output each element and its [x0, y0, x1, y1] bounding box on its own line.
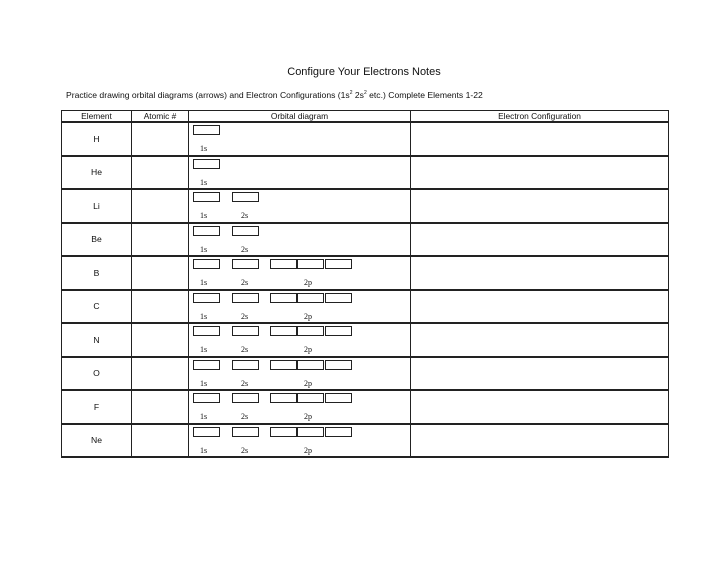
orbital-diagram-cell[interactable] [189, 424, 411, 458]
orbital-box-2p-3[interactable] [325, 259, 352, 269]
atomic-number-cell[interactable] [132, 390, 189, 424]
orbital-box-2p-3[interactable] [325, 427, 352, 437]
table-row [62, 189, 669, 223]
instructions-part3: etc.) Complete Elements 1-22 [366, 90, 483, 100]
orbital-label-2p: 2p [304, 278, 312, 287]
orbital-box-1s[interactable] [193, 192, 220, 202]
orbital-label-1s: 1s [200, 378, 208, 388]
orbital-box-2s[interactable] [232, 326, 259, 336]
orbital-box-2s[interactable] [232, 393, 259, 403]
table-row [62, 256, 669, 290]
superscript-1: 2 [349, 90, 353, 96]
orbital-label-1s: 1s [200, 177, 208, 187]
atomic-number-cell[interactable] [132, 357, 189, 391]
electron-configuration-cell[interactable] [411, 390, 669, 424]
electron-configuration-cell[interactable] [411, 290, 669, 324]
orbital-box-2p-1[interactable] [270, 326, 297, 336]
orbital-box-2p-1[interactable] [270, 259, 297, 269]
orbital-diagram-cell[interactable] [189, 323, 411, 357]
orbital-box-2s[interactable] [232, 259, 259, 269]
orbital-box-1s[interactable] [193, 326, 220, 336]
orbital-label-2s: 2s [241, 278, 249, 287]
table-row [62, 390, 669, 424]
element-symbol: Be [62, 223, 132, 257]
orbital-box-1s[interactable] [193, 226, 220, 236]
element-symbol: Li [62, 189, 132, 223]
orbital-box-2s[interactable] [232, 293, 259, 303]
element-symbol: H [62, 122, 132, 156]
orbital-diagram-cell[interactable] [189, 390, 411, 424]
atomic-number-cell[interactable] [132, 323, 189, 357]
electron-configuration-cell[interactable] [411, 357, 669, 391]
table-row [62, 323, 669, 357]
orbital-diagram-cell[interactable] [189, 290, 411, 324]
electron-configuration-cell[interactable] [411, 223, 669, 257]
orbital-diagram-cell[interactable] [189, 256, 411, 290]
orbital-label-2s: 2s [241, 445, 249, 455]
header-orbital-diagram: Orbital diagram [189, 111, 411, 123]
table-row [62, 424, 669, 458]
orbital-label-1s: 1s [200, 144, 208, 153]
orbital-box-2p-3[interactable] [325, 360, 352, 370]
element-symbol: O [62, 357, 132, 391]
table-row [62, 156, 669, 190]
orbital-box-1s[interactable] [193, 360, 220, 370]
instructions-part1: Practice drawing orbital diagrams (arrows) and Electron Configurations (1s [66, 90, 350, 100]
orbital-box-2p-2[interactable] [297, 360, 324, 370]
orbital-label-2s: 2s [241, 345, 249, 354]
table-row [62, 122, 669, 156]
orbital-box-2p-2[interactable] [297, 427, 324, 437]
element-symbol: F [62, 390, 132, 424]
orbital-box-2s[interactable] [232, 360, 259, 370]
electron-configuration-cell[interactable] [411, 256, 669, 290]
orbital-label-1s: 1s [200, 311, 208, 321]
atomic-number-cell[interactable] [132, 122, 189, 156]
orbital-diagram-cell[interactable] [189, 156, 411, 190]
orbital-diagram-cell[interactable] [189, 223, 411, 257]
orbital-label-1s: 1s [200, 211, 208, 220]
orbital-diagram-cell[interactable] [189, 357, 411, 391]
orbital-label-2p: 2p [304, 412, 312, 421]
atomic-number-cell[interactable] [132, 290, 189, 324]
orbital-box-2p-1[interactable] [270, 360, 297, 370]
electron-configuration-cell[interactable] [411, 424, 669, 458]
header-electron-configuration: Electron Configuration [411, 111, 669, 123]
orbital-label-2p: 2p [304, 345, 312, 354]
orbital-box-2p-3[interactable] [325, 293, 352, 303]
orbital-box-2p-1[interactable] [270, 393, 297, 403]
element-symbol: Ne [62, 424, 132, 458]
page-title: Configure Your Electrons Notes [287, 66, 441, 78]
orbital-box-1s[interactable] [193, 259, 220, 269]
superscript-2: 2 [363, 90, 367, 96]
orbital-box-2p-3[interactable] [325, 393, 352, 403]
orbital-box-2s[interactable] [232, 226, 259, 236]
orbital-diagram-cell[interactable] [189, 189, 411, 223]
orbital-label-1s: 1s [200, 345, 208, 354]
electron-configuration-cell[interactable] [411, 323, 669, 357]
electron-configuration-cell[interactable] [411, 189, 669, 223]
header-atomic-number: Atomic # [132, 111, 189, 123]
instructions [66, 90, 483, 100]
orbital-label-1s: 1s [200, 278, 208, 287]
element-symbol: C [62, 290, 132, 324]
electron-configuration-cell[interactable] [411, 122, 669, 156]
orbital-box-2p-3[interactable] [325, 326, 352, 336]
element-symbol: N [62, 323, 132, 357]
orbital-box-2p-2[interactable] [297, 393, 324, 403]
electron-configuration-cell[interactable] [411, 156, 669, 190]
element-symbol: He [62, 156, 132, 190]
orbital-box-2s[interactable] [232, 192, 259, 202]
orbital-label-2p: 2p [304, 445, 312, 455]
atomic-number-cell[interactable] [132, 156, 189, 190]
instructions-part2: 2s [352, 90, 364, 100]
orbital-box-2p-2[interactable] [297, 259, 324, 269]
orbital-label-2s: 2s [241, 311, 249, 321]
orbital-box-1s[interactable] [193, 393, 220, 403]
orbital-box-1s[interactable] [193, 427, 220, 437]
worksheet-table [61, 110, 669, 458]
orbital-box-2p-2[interactable] [297, 326, 324, 336]
orbital-label-2p: 2p [304, 378, 312, 388]
orbital-label-1s: 1s [200, 244, 208, 254]
orbital-box-2s[interactable] [232, 427, 259, 437]
header-element: Element [62, 111, 132, 123]
orbital-label-2s: 2s [241, 211, 249, 220]
table-row [62, 357, 669, 391]
atomic-number-cell[interactable] [132, 223, 189, 257]
element-symbol: B [62, 256, 132, 290]
orbital-box-2p-2[interactable] [297, 293, 324, 303]
orbital-label-2s: 2s [241, 378, 249, 388]
table-row [62, 223, 669, 257]
orbital-box-2p-1[interactable] [270, 427, 297, 437]
orbital-box-2p-1[interactable] [270, 293, 297, 303]
orbital-box-1s[interactable] [193, 125, 220, 135]
orbital-label-2s: 2s [241, 244, 249, 254]
orbital-label-1s: 1s [200, 412, 208, 421]
orbital-diagram-cell[interactable] [189, 122, 411, 156]
orbital-label-2p: 2p [304, 311, 312, 321]
orbital-box-1s[interactable] [193, 293, 220, 303]
atomic-number-cell[interactable] [132, 424, 189, 458]
atomic-number-cell[interactable] [132, 256, 189, 290]
orbital-box-1s[interactable] [193, 159, 220, 169]
orbital-label-2s: 2s [241, 412, 249, 421]
table-row [62, 290, 669, 324]
atomic-number-cell[interactable] [132, 189, 189, 223]
orbital-label-1s: 1s [200, 445, 208, 455]
